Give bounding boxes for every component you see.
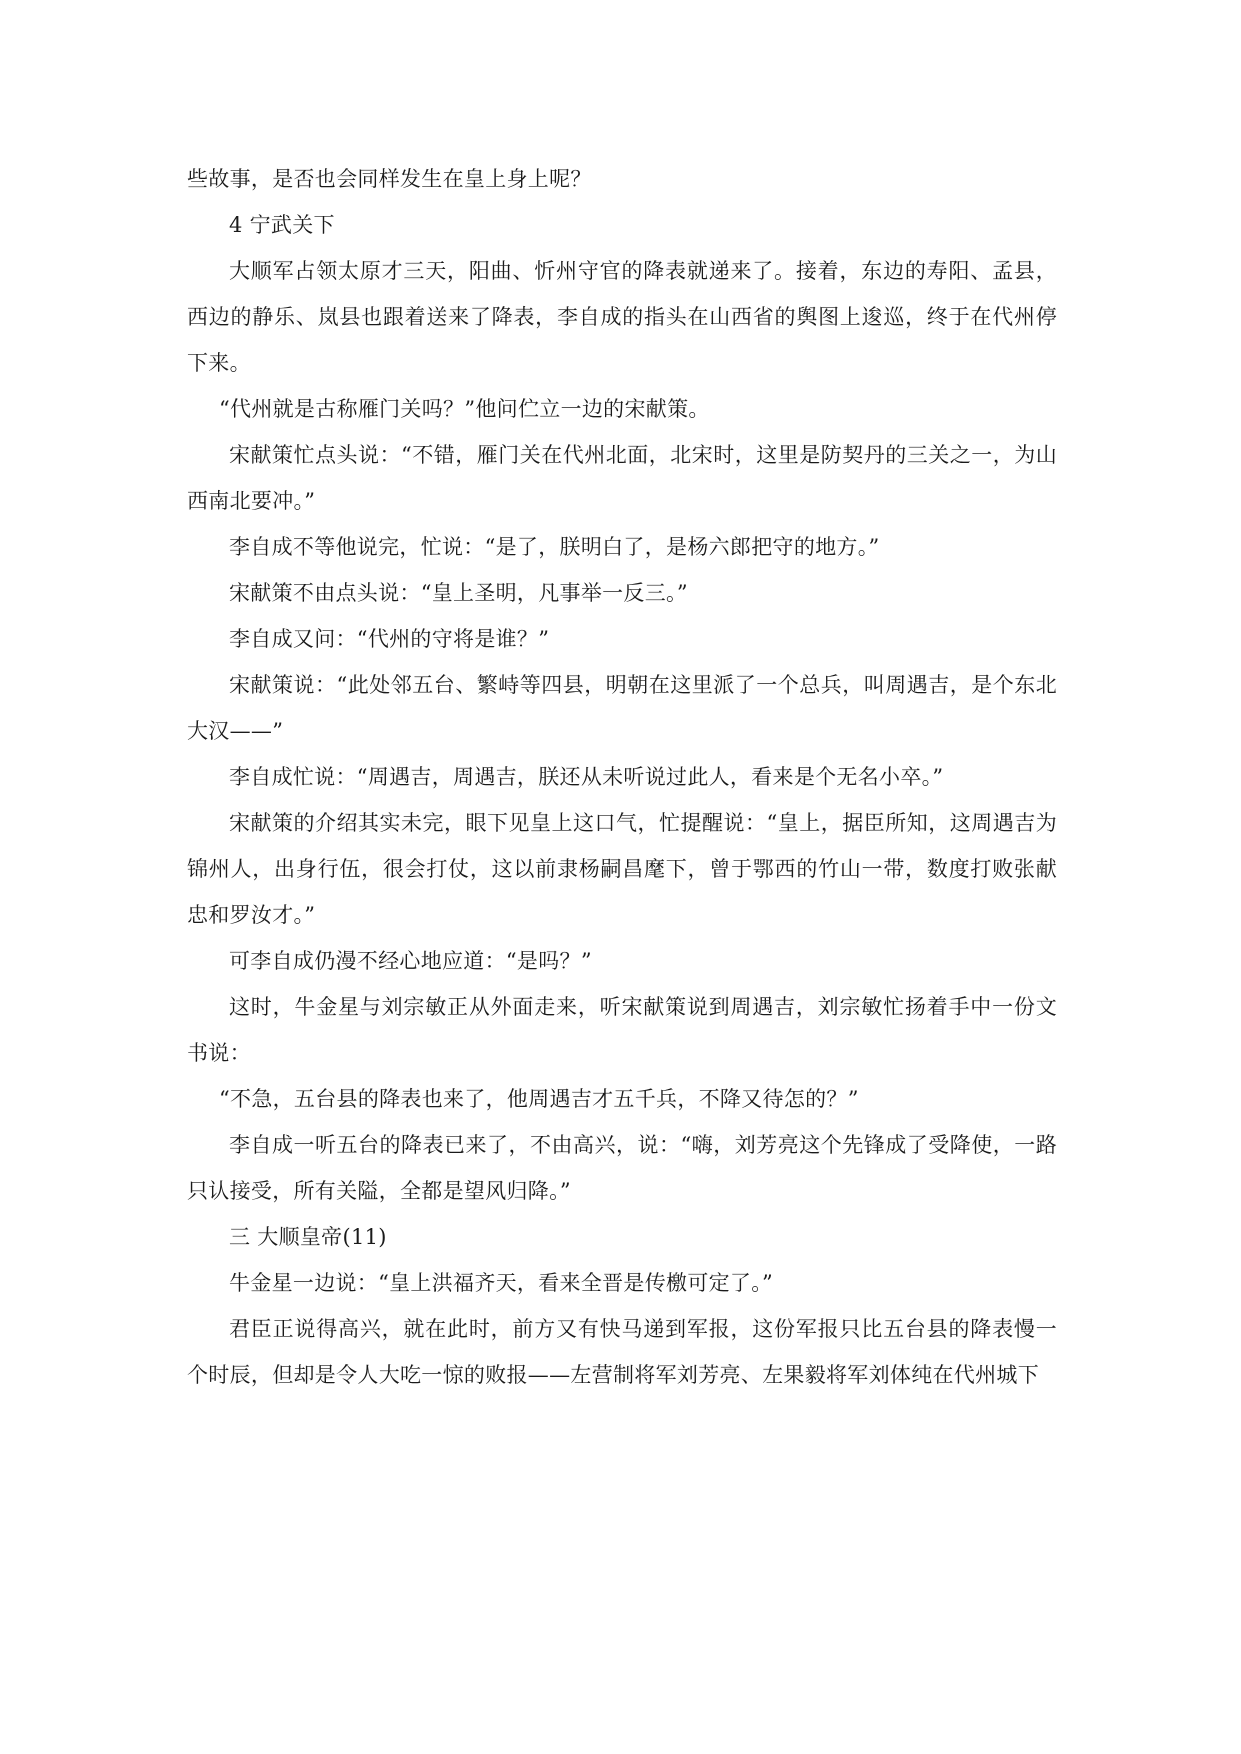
paragraph-intro: 些故事，是否也会同样发生在皇上身上呢？ bbox=[187, 167, 592, 191]
paragraph: 李自成不等他说完，忙说：“是了，朕明白了，是杨六郎把守的地方。” bbox=[229, 535, 880, 559]
document-page bbox=[187, 156, 1057, 1398]
paragraph: “不急，五台县的降表也来了，他周遇吉才五千兵，不降又待怎的？” bbox=[219, 1087, 859, 1111]
paragraph: “代州就是古称雁门关吗？”他问伫立一边的宋献策。 bbox=[219, 397, 710, 421]
paragraph: 这时，牛金星与刘宗敏正从外面走来，听宋献策说到周遇吉，刘宗敏忙扬着手中一份文书说： bbox=[187, 995, 1057, 1065]
chapter-heading: 三 大顺皇帝(11) bbox=[229, 1225, 387, 1249]
paragraph: 宋献策的介绍其实未完，眼下见皇上这口气，忙提醒说：“皇上，据臣所知，这周遇吉为锦州人，出身行伍，很会打仗，这以前隶杨嗣昌麾下，曾于鄂西的竹山一带，数度打败张献忠和罗汝才。” bbox=[187, 811, 1057, 927]
paragraph: 宋献策说：“此处邻五台、繁峙等四县，明朝在这里派了一个总兵，叫周遇吉，是个东北大汉——” bbox=[187, 673, 1057, 743]
paragraph: 可李自成仍漫不经心地应道：“是吗？” bbox=[229, 949, 592, 973]
paragraph: 李自成一听五台的降表已来了，不由高兴，说：“嗨，刘芳亮这个先锋成了受降使，一路只认接受，所有关隘，全都是望风归降。” bbox=[187, 1133, 1057, 1203]
paragraph: 宋献策不由点头说：“皇上圣明，凡事举一反三。” bbox=[229, 581, 688, 605]
paragraph: 大顺军占领太原才三天，阳曲、忻州守官的降表就递来了。接着，东边的寿阳、孟县，西边的静乐、岚县也跟着送来了降表，李自成的指头在山西省的舆图上逡巡，终于在代州停下来。 bbox=[187, 259, 1057, 375]
paragraph: 宋献策忙点头说：“不错，雁门关在代州北面，北宋时，这里是防契丹的三关之一，为山西南北要冲。” bbox=[187, 443, 1057, 513]
paragraph: 君臣正说得高兴，就在此时，前方又有快马递到军报，这份军报只比五台县的降表慢一个时辰，但却是令人大吃一惊的败报——左营制将军刘芳亮、左果毅将军刘体纯在代州城下 bbox=[187, 1317, 1057, 1387]
paragraph: 牛金星一边说：“皇上洪福齐天，看来全晋是传檄可定了。” bbox=[229, 1271, 774, 1295]
section-heading: 4 宁武关下 bbox=[229, 213, 335, 237]
paragraph: 李自成忙说：“周遇吉，周遇吉，朕还从未听说过此人，看来是个无名小卒。” bbox=[229, 765, 944, 789]
paragraph: 李自成又问：“代州的守将是谁？” bbox=[229, 627, 550, 651]
